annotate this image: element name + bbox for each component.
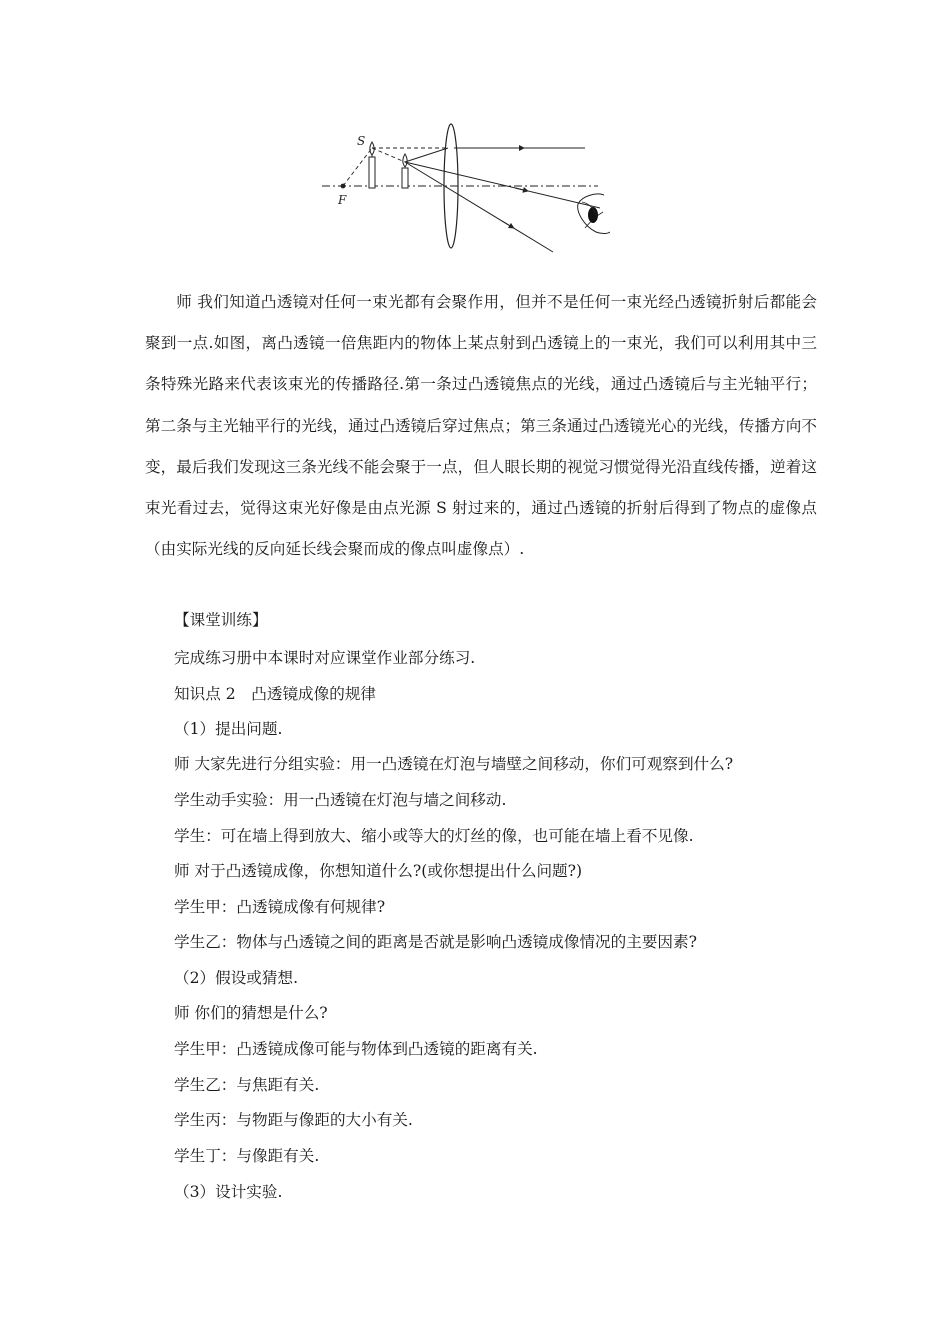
text-line: 学生丙：与物距与像距的大小有关. bbox=[174, 1111, 413, 1129]
section-heading-classroom-training: 【课堂训练】 bbox=[174, 611, 268, 629]
text-line: 师 你们的猜想是什么? bbox=[174, 1004, 328, 1022]
text-line: 学生乙：与焦距有关. bbox=[174, 1076, 320, 1094]
text-line: 学生动手实验：用一凸透镜在灯泡与墙之间移动. bbox=[174, 791, 507, 809]
step-heading: （2）假设或猜想. bbox=[174, 969, 299, 987]
ray-through-focus bbox=[405, 148, 448, 162]
step-heading: （1）提出问题. bbox=[174, 720, 283, 738]
text-line: 学生：可在墙上得到放大、缩小或等大的灯丝的像，也可能在墙上看不见像. bbox=[174, 827, 694, 845]
step-heading: （3）设计实验. bbox=[174, 1183, 283, 1201]
text-line: 师 大家先进行分组实验：用一凸透镜在灯泡与墙壁之间移动，你们可观察到什么? bbox=[174, 755, 734, 773]
text-line: 学生甲：凸透镜成像可能与物体到凸透镜的距离有关. bbox=[174, 1040, 538, 1058]
text-line: 完成练习册中本课时对应课堂作业部分练习. bbox=[174, 649, 476, 667]
focus-label: F bbox=[338, 193, 347, 207]
image-candle bbox=[402, 154, 408, 188]
convex-lens-ray-diagram bbox=[320, 120, 610, 260]
eye-icon bbox=[578, 194, 610, 233]
text-line: 学生丁：与像距有关. bbox=[174, 1147, 320, 1165]
source-label: S bbox=[357, 134, 366, 148]
knowledge-point-heading: 知识点 2 凸透镜成像的规律 bbox=[174, 685, 377, 703]
text-line: 师 对于凸透镜成像，你想知道什么?(或你想提出什么问题?) bbox=[174, 862, 583, 880]
text-line: 学生乙：物体与凸透镜之间的距离是否就是影响凸透镜成像情况的主要因素? bbox=[174, 933, 697, 951]
ray-refracted-down bbox=[405, 162, 553, 252]
text-line: 学生甲：凸透镜成像有何规律? bbox=[174, 898, 386, 916]
explanation-paragraph: 师 我们知道凸透镜对任何一束光都有会聚作用，但并不是任何一束光经凸透镜折射后都能会聚到一点.如图，离凸透镜一倍焦距内的物体上某点射到凸透镜上的一束光，我们可以利用其中三条特殊光路来代表该束光的传播路径.第一条过凸透镜焦点的光线，通过凸透镜后与主光轴平行；第二条与主光轴平行的光线，通过凸透镜后穿过焦点；第三条通过凸透镜光心的光线，传播方向不变，最后我们发现这三条光线不能会聚于一点，但人眼长期的视觉习惯觉得光沿直线传播，逆着这束光看过去，觉得这束光好像是由点光源 S 射过来的，通过凸透镜的折射后得到了物点的虚像点（由实际光线的反向延长线会聚而成的像点叫虚像点）. bbox=[145, 293, 817, 559]
ray-toward-eye bbox=[405, 162, 600, 208]
